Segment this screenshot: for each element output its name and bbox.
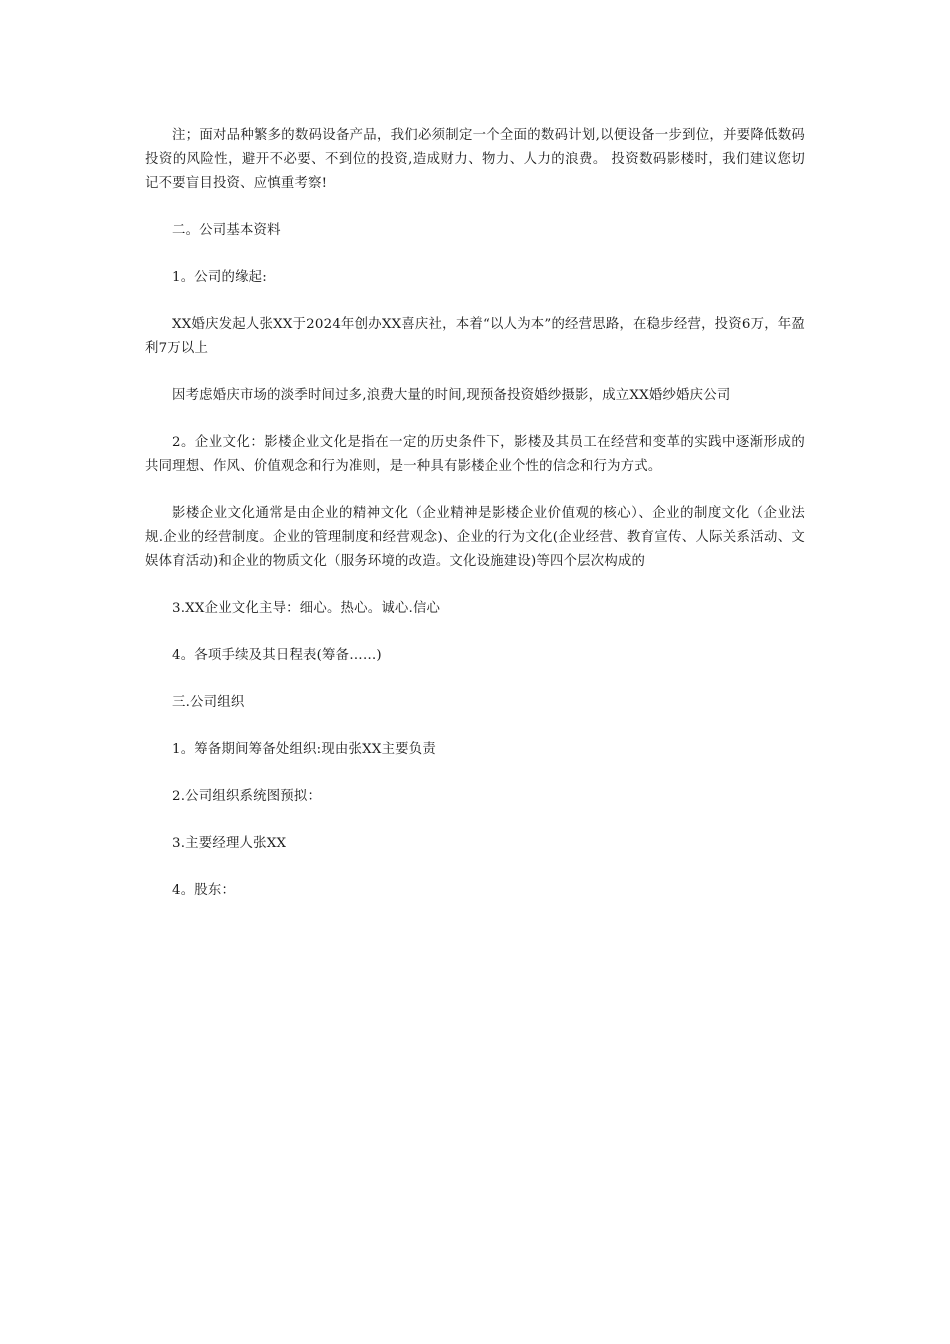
paragraph-shareholders: 4。股东： xyxy=(172,883,236,898)
subheading-company-origin: 1。公司的缘起: xyxy=(172,270,267,285)
paragraph-preparation-office: 1。筹备期间筹备处组织:现由张XX主要负责 xyxy=(172,742,436,757)
paragraph-org-chart: 2.公司组织系统图预拟： xyxy=(172,789,322,804)
paragraph-procedures-schedule: 4。各项手续及其日程表(筹备……) xyxy=(172,648,382,663)
paragraph-investment-note: 注；面对品种繁多的数码设备产品，我们必须制定一个全面的数码计划,以便设备一步到位，并要降低数码投资的风险性，避开不必要、不到位的投资,造成财力、物力、人力的浪费。 投资数码影楼时，我们建议您切记不要盲目投资、应慎重考察! xyxy=(145,128,805,191)
section-heading-company-info: 二。公司基本资料 xyxy=(172,223,281,238)
paragraph-plan: 因考虑婚庆市场的淡季时间过多,浪费大量的时间,现预备投资婚纱摄影，成立XX婚纱婚庆公司 xyxy=(172,388,731,403)
paragraph-main-manager: 3.主要经理人张XX xyxy=(172,836,287,851)
paragraph-corporate-culture: 2。企业文化：影楼企业文化是指在一定的历史条件下，影楼及其员工在经营和变革的实践中逐渐形成的共同理想、作风、价值观念和行为准则，是一种具有影楼企业个性的信念和行为方式。 xyxy=(145,435,805,474)
paragraph-culture-motto: 3.XX企业文化主导：细心。热心。诚心.信心 xyxy=(172,601,441,616)
section-heading-organization: 三.公司组织 xyxy=(172,695,245,710)
paragraph-culture-layers: 影楼企业文化通常是由企业的精神文化（企业精神是影楼企业价值观的核心）、企业的制度文化（企业法规.企业的经营制度。企业的管理制度和经营观念)、企业的行为文化(企业经营、教育宣传、人际关系活动、文娱体育活动)和企业的物质文化（服务环境的改造。文化设施建设)等四个层次构成的 xyxy=(145,506,805,569)
paragraph-company-origin: XX婚庆发起人张XX于2024年创办XX喜庆社，本着“以人为本”的经营思路，在稳步经营，投资6万，年盈利7万以上 xyxy=(145,317,805,356)
document-body xyxy=(145,124,805,926)
